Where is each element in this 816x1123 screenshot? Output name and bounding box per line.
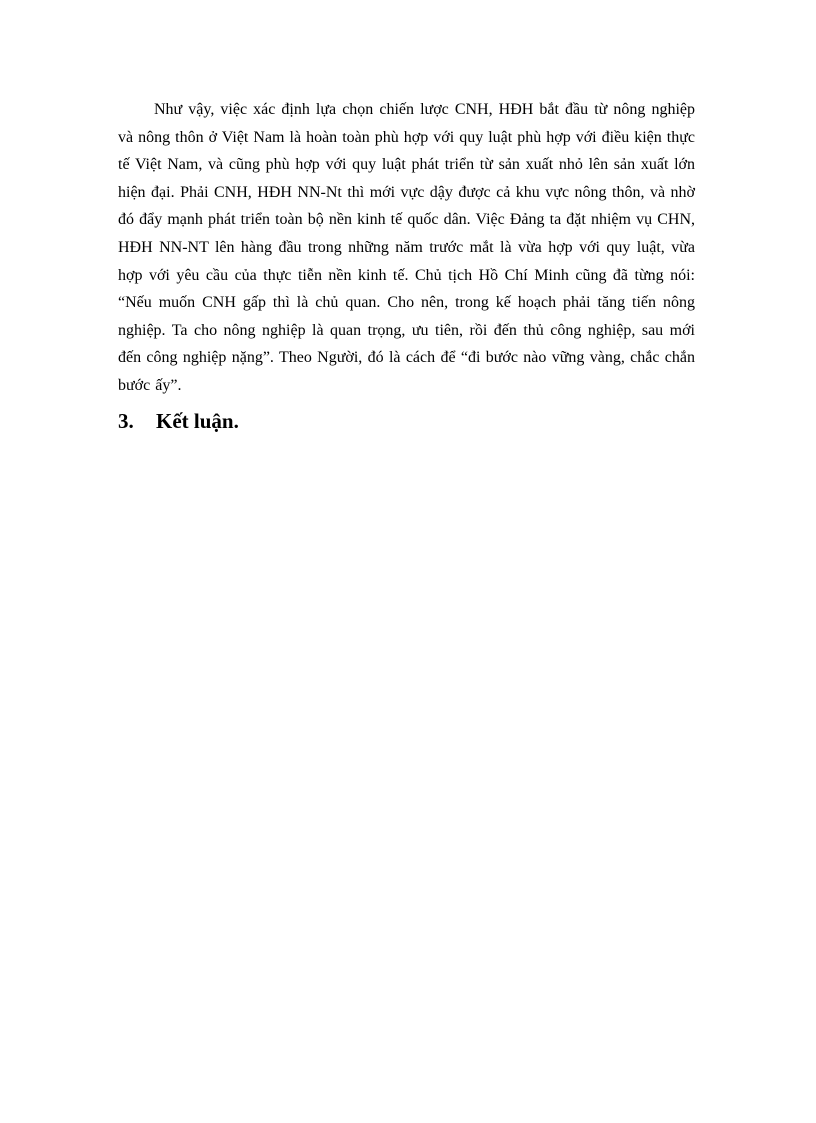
section-number: 3. <box>118 408 134 433</box>
section-title: Kết luận. <box>156 408 239 433</box>
document-body <box>118 96 695 436</box>
section-heading <box>118 406 695 436</box>
body-paragraph: Như vậy, việc xác định lựa chọn chiến lược CNH, HĐH bắt đầu từ nông nghiệp và nông thôn ở Việt Nam là hoàn toàn phù hợp với quy luật phù hợp với điều kiện thực tế Việt Nam, và cũng phù hợp với quy luật phát triển từ sản xuất nhỏ lên sản xuất lớn hiện đại. Phải CNH, HĐH NN-Nt thì mới vực dậy được cả khu vực nông thôn, và nhờ đó đẩy mạnh phát triển toàn bộ nền kinh tế quốc dân. Việc Đảng ta đặt nhiệm vụ CHN, HĐH NN-NT lên hàng đầu trong những năm trước mắt là vừa hợp với quy luật, vừa hợp với yêu cầu của thực tiễn nền kinh tế. Chủ tịch Hồ Chí Minh cũng đã từng nói: “Nếu muốn CNH gấp thì là chủ quan. Cho nên, trong kế hoạch phải tăng tiến nông nghiệp. Ta cho nông nghiệp là quan trọng, ưu tiên, rồi đến thủ công nghiệp, sau mới đến công nghiệp nặng”. Theo Người, đó là cách để “đi bước nào vững vàng, chắc chắn bước ấy”. <box>118 101 695 394</box>
